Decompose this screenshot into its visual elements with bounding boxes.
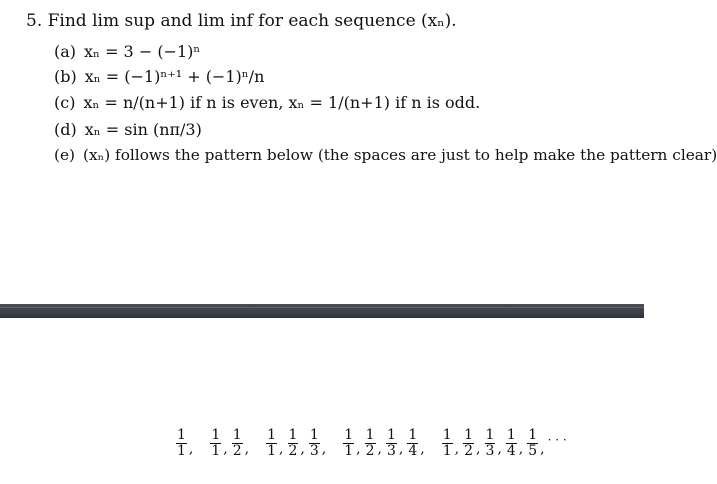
fraction [176, 428, 187, 458]
part-expression: (xₙ) follows the pattern below (the spaces are just to help make the pattern clear) [83, 146, 717, 164]
fraction-denominator: 3 [309, 442, 319, 459]
fraction-numerator: 1 [232, 427, 242, 443]
part-expression: xₙ = 3 − (−1)ⁿ [84, 42, 201, 61]
fraction [365, 428, 376, 458]
fraction-numerator: 1 [408, 427, 418, 443]
fraction-numerator: 1 [485, 427, 495, 443]
part-label: (e) [54, 146, 75, 164]
fraction-denominator: 1 [177, 442, 186, 459]
separator-comma: , [454, 441, 460, 458]
part-d [54, 120, 202, 139]
part-label: (b) [54, 67, 77, 86]
fraction [232, 428, 243, 458]
part-a [54, 42, 200, 61]
pattern-group [174, 428, 195, 458]
ellipsis: · · · [547, 433, 567, 448]
separator-comma: , [476, 441, 481, 458]
sequence-pattern [174, 428, 567, 458]
fraction [485, 428, 496, 458]
separator-comma: , [300, 441, 305, 458]
part-c [54, 93, 480, 112]
fraction-numerator: 1 [528, 427, 538, 443]
fraction-denominator: 1 [267, 442, 277, 459]
separator-comma: , [518, 441, 524, 458]
fraction-denominator: 5 [528, 442, 538, 459]
fraction-denominator: 4 [506, 442, 516, 459]
fraction-denominator: 2 [288, 442, 298, 459]
fraction [527, 428, 538, 458]
fraction-numerator: 1 [288, 427, 298, 443]
separator-comma: , [356, 441, 361, 458]
pattern-group [440, 428, 547, 458]
fraction-numerator: 1 [442, 427, 452, 443]
separator-comma: , [398, 441, 404, 458]
fraction [386, 428, 397, 458]
problem-title: 5. Find lim sup and lim inf for each sequence (xₙ). [26, 11, 457, 31]
fraction-numerator: 1 [267, 427, 277, 443]
part-b [54, 67, 264, 86]
fraction-denominator: 1 [344, 442, 354, 459]
pattern-group [341, 428, 427, 458]
fraction-denominator: 3 [387, 442, 396, 459]
separator-comma: , [223, 441, 228, 458]
fraction [407, 428, 418, 458]
separator-comma: , [377, 441, 382, 458]
fraction-numerator: 1 [344, 427, 354, 443]
part-label: (a) [54, 42, 77, 61]
part-expression: xₙ = n/(n+1) if n is even, xₙ = 1/(n+1) if n is odd. [83, 93, 481, 112]
fraction [343, 428, 354, 458]
separator-comma: , [279, 441, 284, 458]
fraction [442, 428, 453, 458]
fraction [463, 428, 474, 458]
fraction-numerator: 1 [387, 427, 396, 443]
fraction-denominator: 2 [232, 442, 242, 459]
separator-comma: , [497, 441, 502, 458]
fraction [309, 428, 320, 458]
fraction-denominator: 3 [485, 442, 495, 459]
page-divider [0, 304, 644, 318]
part-label: (c) [54, 93, 76, 112]
separator-comma: , [321, 441, 327, 458]
fraction-numerator: 1 [365, 427, 375, 443]
fraction-numerator: 1 [211, 427, 221, 443]
separator-comma: , [188, 441, 194, 458]
separator-comma: , [540, 441, 545, 458]
fraction-denominator: 2 [365, 442, 375, 459]
fraction-numerator: 1 [309, 427, 319, 443]
separator-comma: , [244, 441, 250, 458]
fraction [288, 428, 299, 458]
part-label: (d) [54, 120, 77, 139]
fraction-numerator: 1 [177, 427, 186, 443]
fraction [506, 428, 517, 458]
fraction-denominator: 4 [408, 442, 418, 459]
separator-comma: , [420, 441, 425, 458]
fraction [266, 428, 277, 458]
pattern-group [208, 428, 251, 458]
part-e [54, 146, 717, 164]
part-expression: xₙ = (−1)ⁿ⁺¹ + (−1)ⁿ/n [84, 67, 265, 86]
fraction-denominator: 1 [211, 442, 221, 459]
fraction-numerator: 1 [464, 427, 474, 443]
part-expression: xₙ = sin (nπ/3) [84, 120, 202, 139]
fraction-denominator: 1 [442, 442, 452, 459]
fraction [210, 428, 221, 458]
fraction-numerator: 1 [506, 427, 516, 443]
fraction-denominator: 2 [464, 442, 474, 459]
pattern-group [264, 428, 328, 458]
